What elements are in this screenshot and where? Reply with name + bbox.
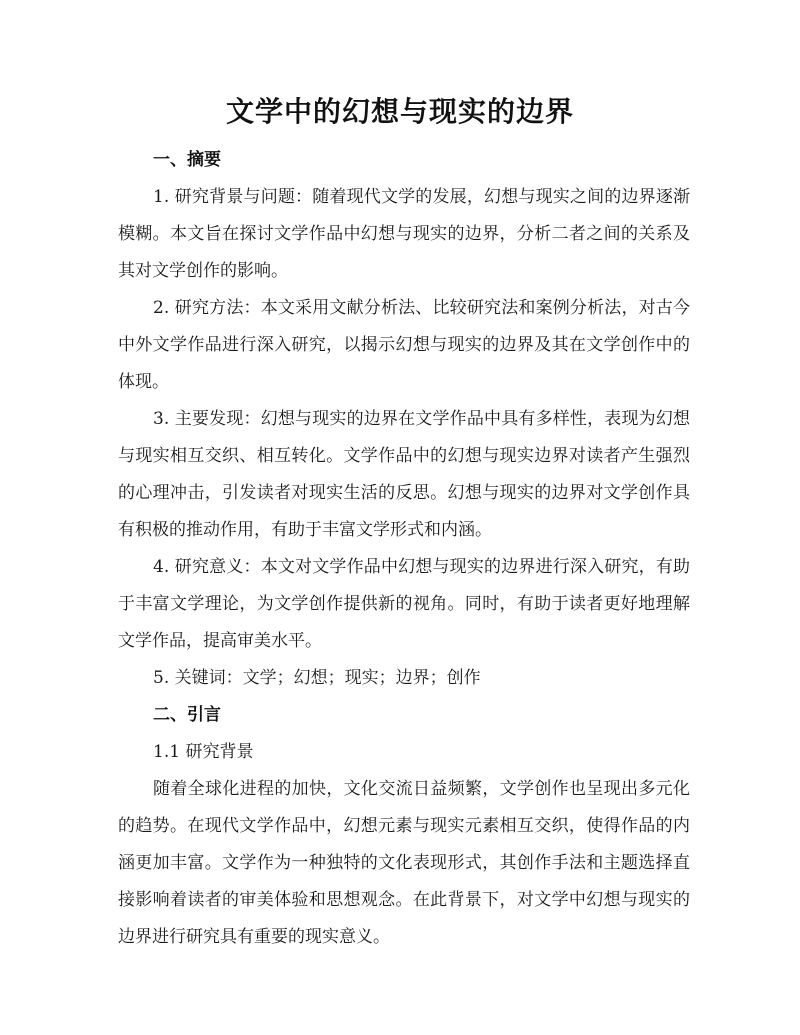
abstract-item-findings: 3. 主要发现：幻想与现实的边界在文学作品中具有多样性，表现为幻想与现实相互交织、相互转化。文学作品中的幻想与现实边界对读者产生强烈的心理冲击，引发读者对现实生活的反思。幻想与现实的边界对文学创作具有积极的推动作用，有助于丰富文学形式和内涵。	[118, 409, 690, 540]
abstract-item-significance: 4. 研究意义：本文对文学作品中幻想与现实的边界进行深入研究，有助于丰富文学理论，为文学创作提供新的视角。同时，有助于读者更好地理解文学作品，提高审美水平。	[118, 557, 690, 651]
abstract-item-background: 1. 研究背景与问题：随着现代文学的发展，幻想与现实之间的边界逐渐模糊。本文旨在探讨文学作品中幻想与现实的边界，分析二者之间的关系及其对文学创作的影响。	[118, 187, 690, 281]
introduction-paragraph: 随着全球化进程的加快，文化交流日益频繁，文学创作也呈现出多元化的趋势。在现代文学作品中，幻想元素与现实元素相互交织，使得作品的内涵更加丰富。文学作为一种独特的文化表现形式，其创作手法和主题选择直接影响着读者的审美体验和思想观念。在此背景下，对文学中幻想与现实的边界进行研究具有重要的现实意义。	[118, 779, 690, 947]
introduction-heading: 二、引言	[153, 705, 221, 725]
document-title: 文学中的幻想与现实的边界	[225, 95, 574, 128]
abstract-item-keywords: 5. 关键词：文学；幻想；现实；边界；创作	[153, 668, 481, 688]
document-body	[118, 142, 690, 956]
abstract-heading: 一、摘要	[153, 150, 221, 170]
subsection-heading-background: 1.1 研究背景	[153, 742, 254, 762]
abstract-item-methods: 2. 研究方法：本文采用文献分析法、比较研究法和案例分析法，对古今中外文学作品进行深入研究，以揭示幻想与现实的边界及其在文学创作中的体现。	[118, 298, 690, 392]
